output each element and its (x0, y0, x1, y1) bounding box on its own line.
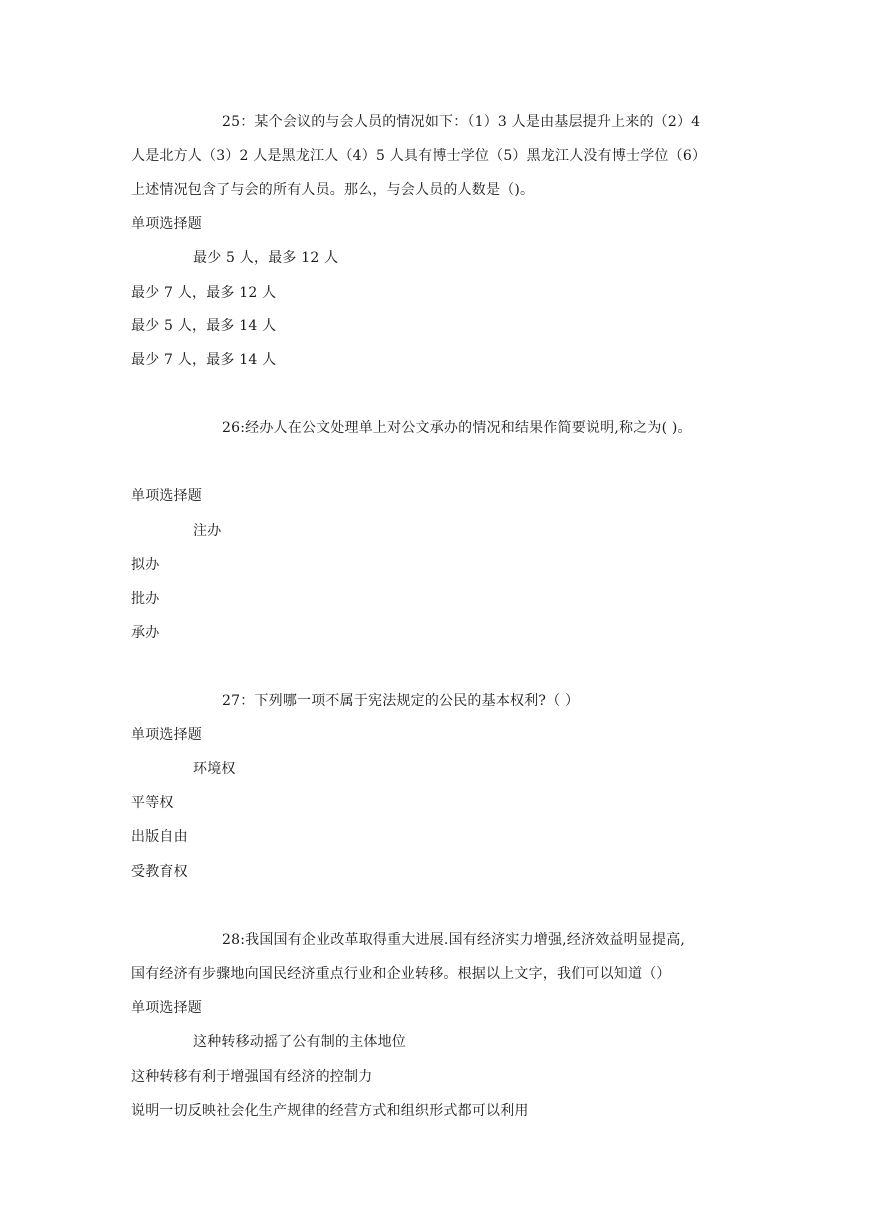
question-26-type: 单项选择题 (131, 488, 202, 504)
question-27-option-d: 受教育权 (131, 864, 188, 880)
question-26-line-1: 26:经办人在公文处理单上对公文承办的情况和结果作简要说明,称之为( )。 (222, 420, 692, 436)
question-25-line-2: 人是北方人（3）2 人是黑龙江人（4）5 人具有博士学位（5）黑龙江人没有博士学位（6） (131, 148, 707, 164)
question-25-type: 单项选择题 (131, 216, 202, 232)
question-28-option-c: 说明一切反映社会化生产规律的经营方式和组织形式都可以利用 (131, 1103, 529, 1119)
question-27-type: 单项选择题 (131, 727, 202, 743)
question-28-line-2: 国有经济有步骤地向国民经济重点行业和企业转移。根据以上文字，我们可以知道（） (131, 966, 671, 982)
question-28-type: 单项选择题 (131, 1000, 202, 1016)
question-25-option-b: 最少 7 人，最多 12 人 (131, 285, 277, 301)
question-25-line-3: 上述情况包含了与会的所有人员。那么，与会人员的人数是（)。 (131, 182, 535, 198)
question-27-line-1: 27：下列哪一项不属于宪法规定的公民的基本权利?（ ） (222, 693, 580, 709)
question-25-line-1: 25：某个会议的与会人员的情况如下：（1）3 人是由基层提升上来的（2）4 (222, 114, 701, 130)
question-26-option-d: 承办 (131, 625, 160, 641)
question-26-option-c: 批办 (131, 591, 160, 607)
question-27-option-a: 环境权 (193, 761, 236, 777)
question-28-option-b: 这种转移有利于增强国有经济的控制力 (131, 1069, 373, 1085)
question-26-option-a: 注办 (193, 523, 222, 539)
question-25-option-c: 最少 5 人，最多 14 人 (131, 318, 277, 334)
question-27-option-b: 平等权 (131, 795, 174, 811)
question-28-line-1: 28:我国国有企业改革取得重大进展.国有经济实力增强,经济效益明显提高, (222, 932, 686, 948)
question-26-option-b: 拟办 (131, 557, 160, 573)
question-28-option-a: 这种转移动摇了公有制的主体地位 (193, 1034, 406, 1050)
question-25-option-a: 最少 5 人，最多 12 人 (193, 250, 339, 266)
question-27-option-c: 出版自由 (131, 829, 188, 845)
question-25-option-d: 最少 7 人，最多 14 人 (131, 352, 277, 368)
